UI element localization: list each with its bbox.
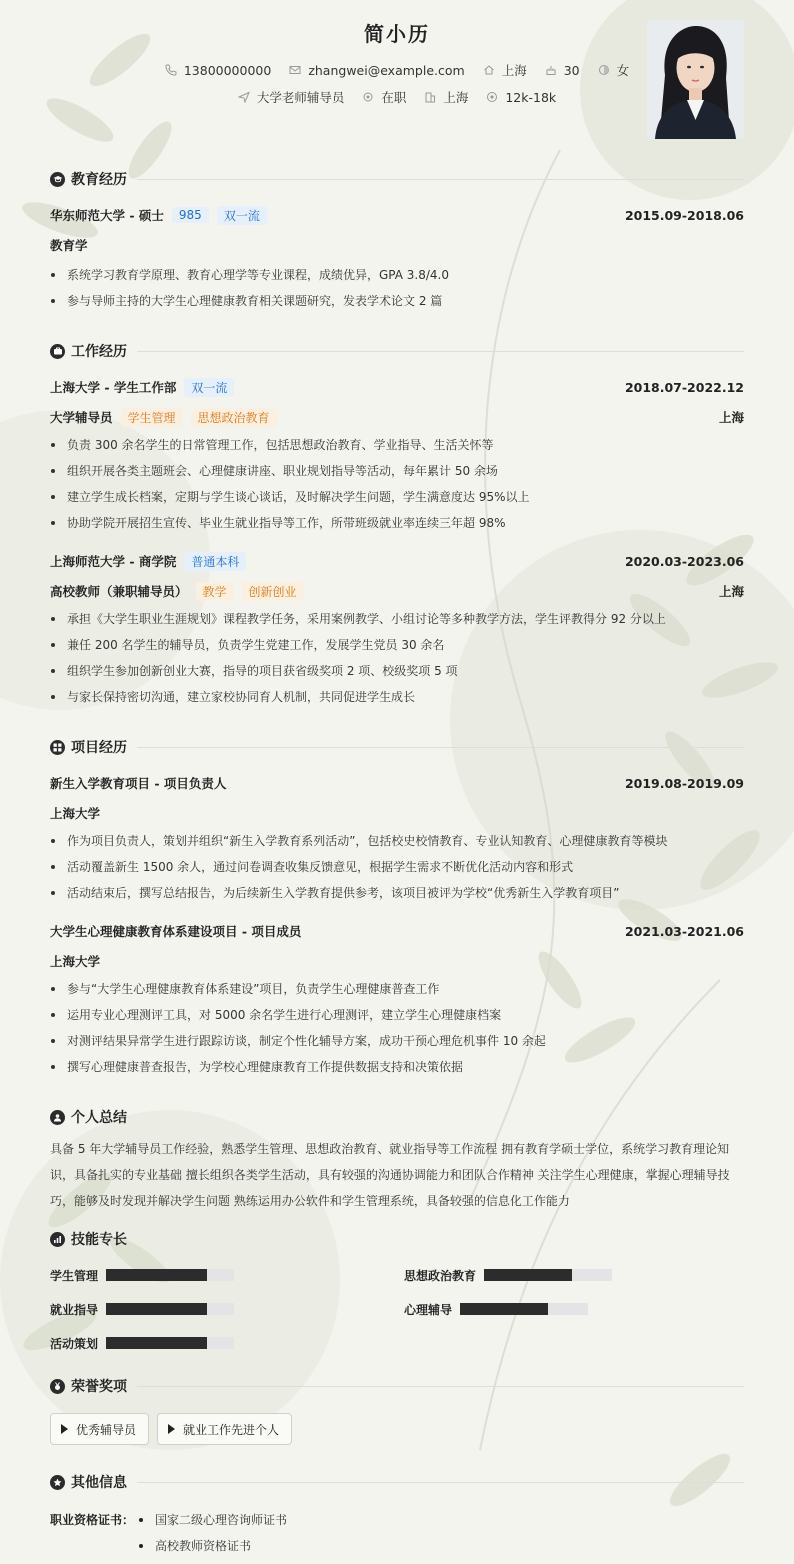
- section-divider: [137, 1386, 744, 1387]
- salary-item: [486, 90, 556, 105]
- section-divider: [137, 179, 744, 180]
- award-label: 优秀辅导员: [76, 1422, 137, 1437]
- skill-name: 学生管理: [50, 1268, 99, 1283]
- job-intent-row: [50, 88, 744, 106]
- work-date: 2020.03-2023.06: [624, 553, 744, 569]
- role-tag: 创新创业: [242, 582, 304, 601]
- list-item: 活动结束后，撰写总结报告，为后续新生入学教育提供参考，该项目被评为学校“优秀新生入学教育项目”: [50, 880, 744, 906]
- skills-title: 技能专长: [71, 1232, 127, 1248]
- send-icon: [238, 91, 250, 103]
- awards-header: [50, 1375, 744, 1397]
- skill-fill: [106, 1337, 207, 1349]
- skill-fill: [106, 1269, 207, 1281]
- salary-text: 12k-18k: [505, 89, 557, 105]
- skill-item: [404, 1299, 588, 1319]
- phone-text: 13800000000: [183, 62, 272, 78]
- certificates-list: [138, 1507, 287, 1559]
- list-item: 负责 300 余名学生的日常管理工作，包括思想政治教育、学业指导、生活关怀等: [50, 432, 744, 458]
- work-role: 高校教师（兼职辅导员）: [50, 584, 188, 599]
- list-item: 国家二级心理咨询师证书: [138, 1507, 287, 1533]
- awards-list: [50, 1413, 744, 1445]
- user-icon: [50, 1110, 65, 1125]
- project-date: 2019.08-2019.09: [624, 775, 744, 791]
- work-entry-header: [50, 376, 744, 398]
- major-name: 教育学: [50, 238, 88, 253]
- summary-header: [50, 1106, 744, 1128]
- list-item: 协助学院开展招生宣传、毕业生就业指导等工作，所带班级就业率连续三年超 98%: [50, 510, 744, 536]
- medal-icon: [50, 1379, 65, 1394]
- project-name: 大学生心理健康教育体系建设项目 - 项目成员: [50, 924, 302, 939]
- avatar: [647, 20, 744, 139]
- star-icon: [50, 1475, 65, 1490]
- skill-fill: [484, 1269, 572, 1281]
- city-text: 上海: [501, 63, 527, 78]
- work-location: 上海: [718, 410, 744, 425]
- education-date: 2015.09-2018.06: [624, 207, 744, 223]
- list-item: 活动覆盖新生 1500 余人，通过问卷调查收集反馈意见，根据学生需求不断优化活动内容和形式: [50, 854, 744, 880]
- work-bullets: [50, 606, 744, 710]
- role-tag: 思想政治教育: [191, 408, 277, 427]
- skill-item: [50, 1299, 234, 1319]
- project-name: 新生入学教育项目 - 项目负责人: [50, 776, 227, 791]
- summary-title: 个人总结: [71, 1110, 127, 1126]
- age-text: 30: [563, 62, 580, 78]
- summary-line: 识，具备扎实的专业基础 擅长组织各类学生活动，具有较强的沟通协调能力和团队合作精神 关注学生心理健康，掌握心理辅导技: [50, 1168, 730, 1182]
- work-entry: [50, 376, 744, 536]
- work-role: 大学辅导员: [50, 410, 113, 425]
- list-item: 系统学习教育学原理、教育心理学等专业课程，成绩优异，GPA 3.8/4.0: [50, 262, 744, 288]
- work-entry-header: [50, 550, 744, 572]
- bar-chart-icon: [50, 1232, 65, 1247]
- money-icon: [486, 91, 498, 103]
- list-item: 组织学生参加创新创业大赛，指导的项目获省级奖项 2 项、校级奖项 5 项: [50, 658, 744, 684]
- award-chip: [157, 1413, 292, 1445]
- skill-bar: [484, 1269, 612, 1281]
- building-icon: [424, 91, 436, 103]
- project-org: 上海大学: [50, 954, 101, 969]
- summary-line: 巧，能够及时发现并解决学生问题 熟练运用办公软件和学生管理系统，具备较强的信息化工作能力: [50, 1194, 570, 1208]
- work-title: 工作经历: [71, 344, 127, 360]
- work-location: 上海: [718, 584, 744, 599]
- school-name: 华东师范大学 - 硕士: [50, 208, 164, 223]
- skill-fill: [106, 1303, 207, 1315]
- summary-section: [50, 1106, 744, 1214]
- skill-name: 就业指导: [50, 1302, 99, 1317]
- org-tag: 双一流: [184, 378, 234, 397]
- job-target-text: 大学老师辅导员: [256, 90, 345, 105]
- briefcase-icon: [50, 344, 65, 359]
- cake-icon: [545, 64, 557, 76]
- project-entry: [50, 920, 744, 1080]
- skills-header: [50, 1228, 744, 1250]
- skill-item: [50, 1265, 234, 1285]
- project-org: 上海大学: [50, 806, 101, 821]
- list-item: 参与“大学生心理健康教育体系建设”项目，负责学生心理健康普查工作: [50, 976, 744, 1002]
- work-entry: [50, 550, 744, 710]
- work-role-row: [50, 406, 744, 428]
- grid-icon: [50, 740, 65, 755]
- work-org: 上海大学 - 学生工作部: [50, 380, 177, 395]
- list-item: 参与导师主持的大学生心理健康教育相关课题研究，发表学术论文 2 篇: [50, 288, 744, 314]
- other-header: [50, 1471, 744, 1493]
- phone-icon: [165, 64, 177, 76]
- home-icon: [483, 64, 495, 76]
- gender-text: 女: [616, 63, 630, 78]
- list-item: 组织开展各类主题班会、心理健康讲座、职业规划指导等活动，每年累计 50 余场: [50, 458, 744, 484]
- list-item: 运用专业心理测评工具，对 5000 余名学生进行心理测评，建立学生心理健康档案: [50, 1002, 744, 1028]
- section-divider: [137, 1482, 744, 1483]
- skill-bar: [106, 1337, 234, 1349]
- section-divider: [137, 351, 744, 352]
- awards-section: [50, 1375, 744, 1445]
- job-target-item: [238, 88, 345, 106]
- play-icon: [168, 1424, 175, 1434]
- work-header: [50, 340, 744, 362]
- skill-name: 心理辅导: [404, 1302, 453, 1317]
- gender-icon: [598, 64, 610, 76]
- education-bullets: [50, 262, 744, 314]
- awards-title: 荣誉奖项: [71, 1379, 127, 1395]
- award-chip: [50, 1413, 149, 1445]
- skills-section: [50, 1228, 744, 1375]
- list-item: 高校教师资格证书: [138, 1533, 287, 1559]
- list-item: 撰写心理健康普查报告，为学校心理健康教育工作提供数据支持和决策依据: [50, 1054, 744, 1080]
- graduation-cap-icon: [50, 172, 65, 187]
- work-section: [50, 340, 744, 710]
- section-divider: [137, 747, 744, 748]
- education-header: [50, 168, 744, 190]
- project-date: 2021.03-2021.06: [624, 923, 744, 939]
- education-title: 教育经历: [71, 172, 127, 188]
- education-entry-header: [50, 204, 744, 226]
- projects-title: 项目经历: [71, 740, 127, 756]
- other-section: [50, 1471, 744, 1559]
- work-city-item: [424, 88, 468, 106]
- mail-icon: [289, 64, 301, 76]
- role-tag: 学生管理: [121, 408, 183, 427]
- age-item: [545, 63, 580, 78]
- award-label: 就业工作先进个人: [183, 1422, 280, 1437]
- skill-bar: [460, 1303, 588, 1315]
- list-item: 兼任 200 名学生的辅导员，负责学生党建工作，发展学生党员 30 余名: [50, 632, 744, 658]
- skills-grid: [50, 1265, 744, 1375]
- other-title: 其他信息: [71, 1475, 127, 1491]
- role-tag: 教学: [196, 582, 234, 601]
- education-section: [50, 168, 744, 314]
- skill-item: [404, 1265, 612, 1285]
- project-entry-header: [50, 920, 744, 942]
- status-item: [362, 88, 406, 106]
- phone-item: [165, 63, 271, 78]
- list-item: 承担《大学生职业生涯规划》课程教学任务，采用案例教学、小组讨论等多种教学方法，学生评教得分 92 分以上: [50, 606, 744, 632]
- candidate-name: 简小历: [364, 22, 430, 46]
- email-text: zhangwei@example.com: [308, 62, 465, 78]
- skill-bar: [106, 1303, 234, 1315]
- skill-bar: [106, 1269, 234, 1281]
- school-tag: 双一流: [217, 206, 267, 225]
- projects-header: [50, 736, 744, 758]
- certificates-label: 职业资格证书：: [50, 1513, 135, 1527]
- projects-section: [50, 736, 744, 1080]
- school-tag: 985: [172, 207, 209, 223]
- list-item: 与家长保持密切沟通，建立家校协同育人机制，共同促进学生成长: [50, 684, 744, 710]
- work-date: 2018.07-2022.12: [624, 379, 744, 395]
- work-org: 上海师范大学 - 商学院: [50, 554, 177, 569]
- org-tag: 普通本科: [184, 552, 246, 571]
- play-icon: [61, 1424, 68, 1434]
- summary-line: 具备 5 年大学辅导员工作经验，熟悉学生管理、思想政治教育、就业指导等工作流程 拥有教育学硕士学位，系统学习教育理论知: [50, 1142, 730, 1156]
- project-entry: [50, 772, 744, 906]
- status-text: 在职: [381, 90, 407, 105]
- resume-header: [50, 0, 744, 150]
- project-bullets: [50, 828, 744, 906]
- gender-item: [598, 61, 630, 79]
- work-role-row: [50, 580, 744, 602]
- list-item: 建立学生成长档案，定期与学生谈心谈话，及时解决学生问题，学生满意度达 95%以上: [50, 484, 744, 510]
- email-item: [289, 63, 464, 78]
- city-item: [483, 61, 527, 79]
- project-bullets: [50, 976, 744, 1080]
- project-entry-header: [50, 772, 744, 794]
- summary-text: [50, 1136, 744, 1214]
- list-item: 对测评结果异常学生进行跟踪访谈，制定个性化辅导方案，成功干预心理危机事件 10 余起: [50, 1028, 744, 1054]
- list-item: 作为项目负责人，策划并组织“新生入学教育系列活动”，包括校史校情教育、专业认知教育、心理健康教育等模块: [50, 828, 744, 854]
- skill-item: [50, 1333, 234, 1353]
- work-city-text: 上海: [443, 90, 469, 105]
- status-icon: [362, 91, 374, 103]
- skill-name: 思想政治教育: [404, 1268, 477, 1283]
- certificates: [50, 1507, 744, 1559]
- contact-row: [50, 61, 744, 79]
- skill-fill: [460, 1303, 548, 1315]
- work-bullets: [50, 432, 744, 536]
- skill-name: 活动策划: [50, 1336, 99, 1351]
